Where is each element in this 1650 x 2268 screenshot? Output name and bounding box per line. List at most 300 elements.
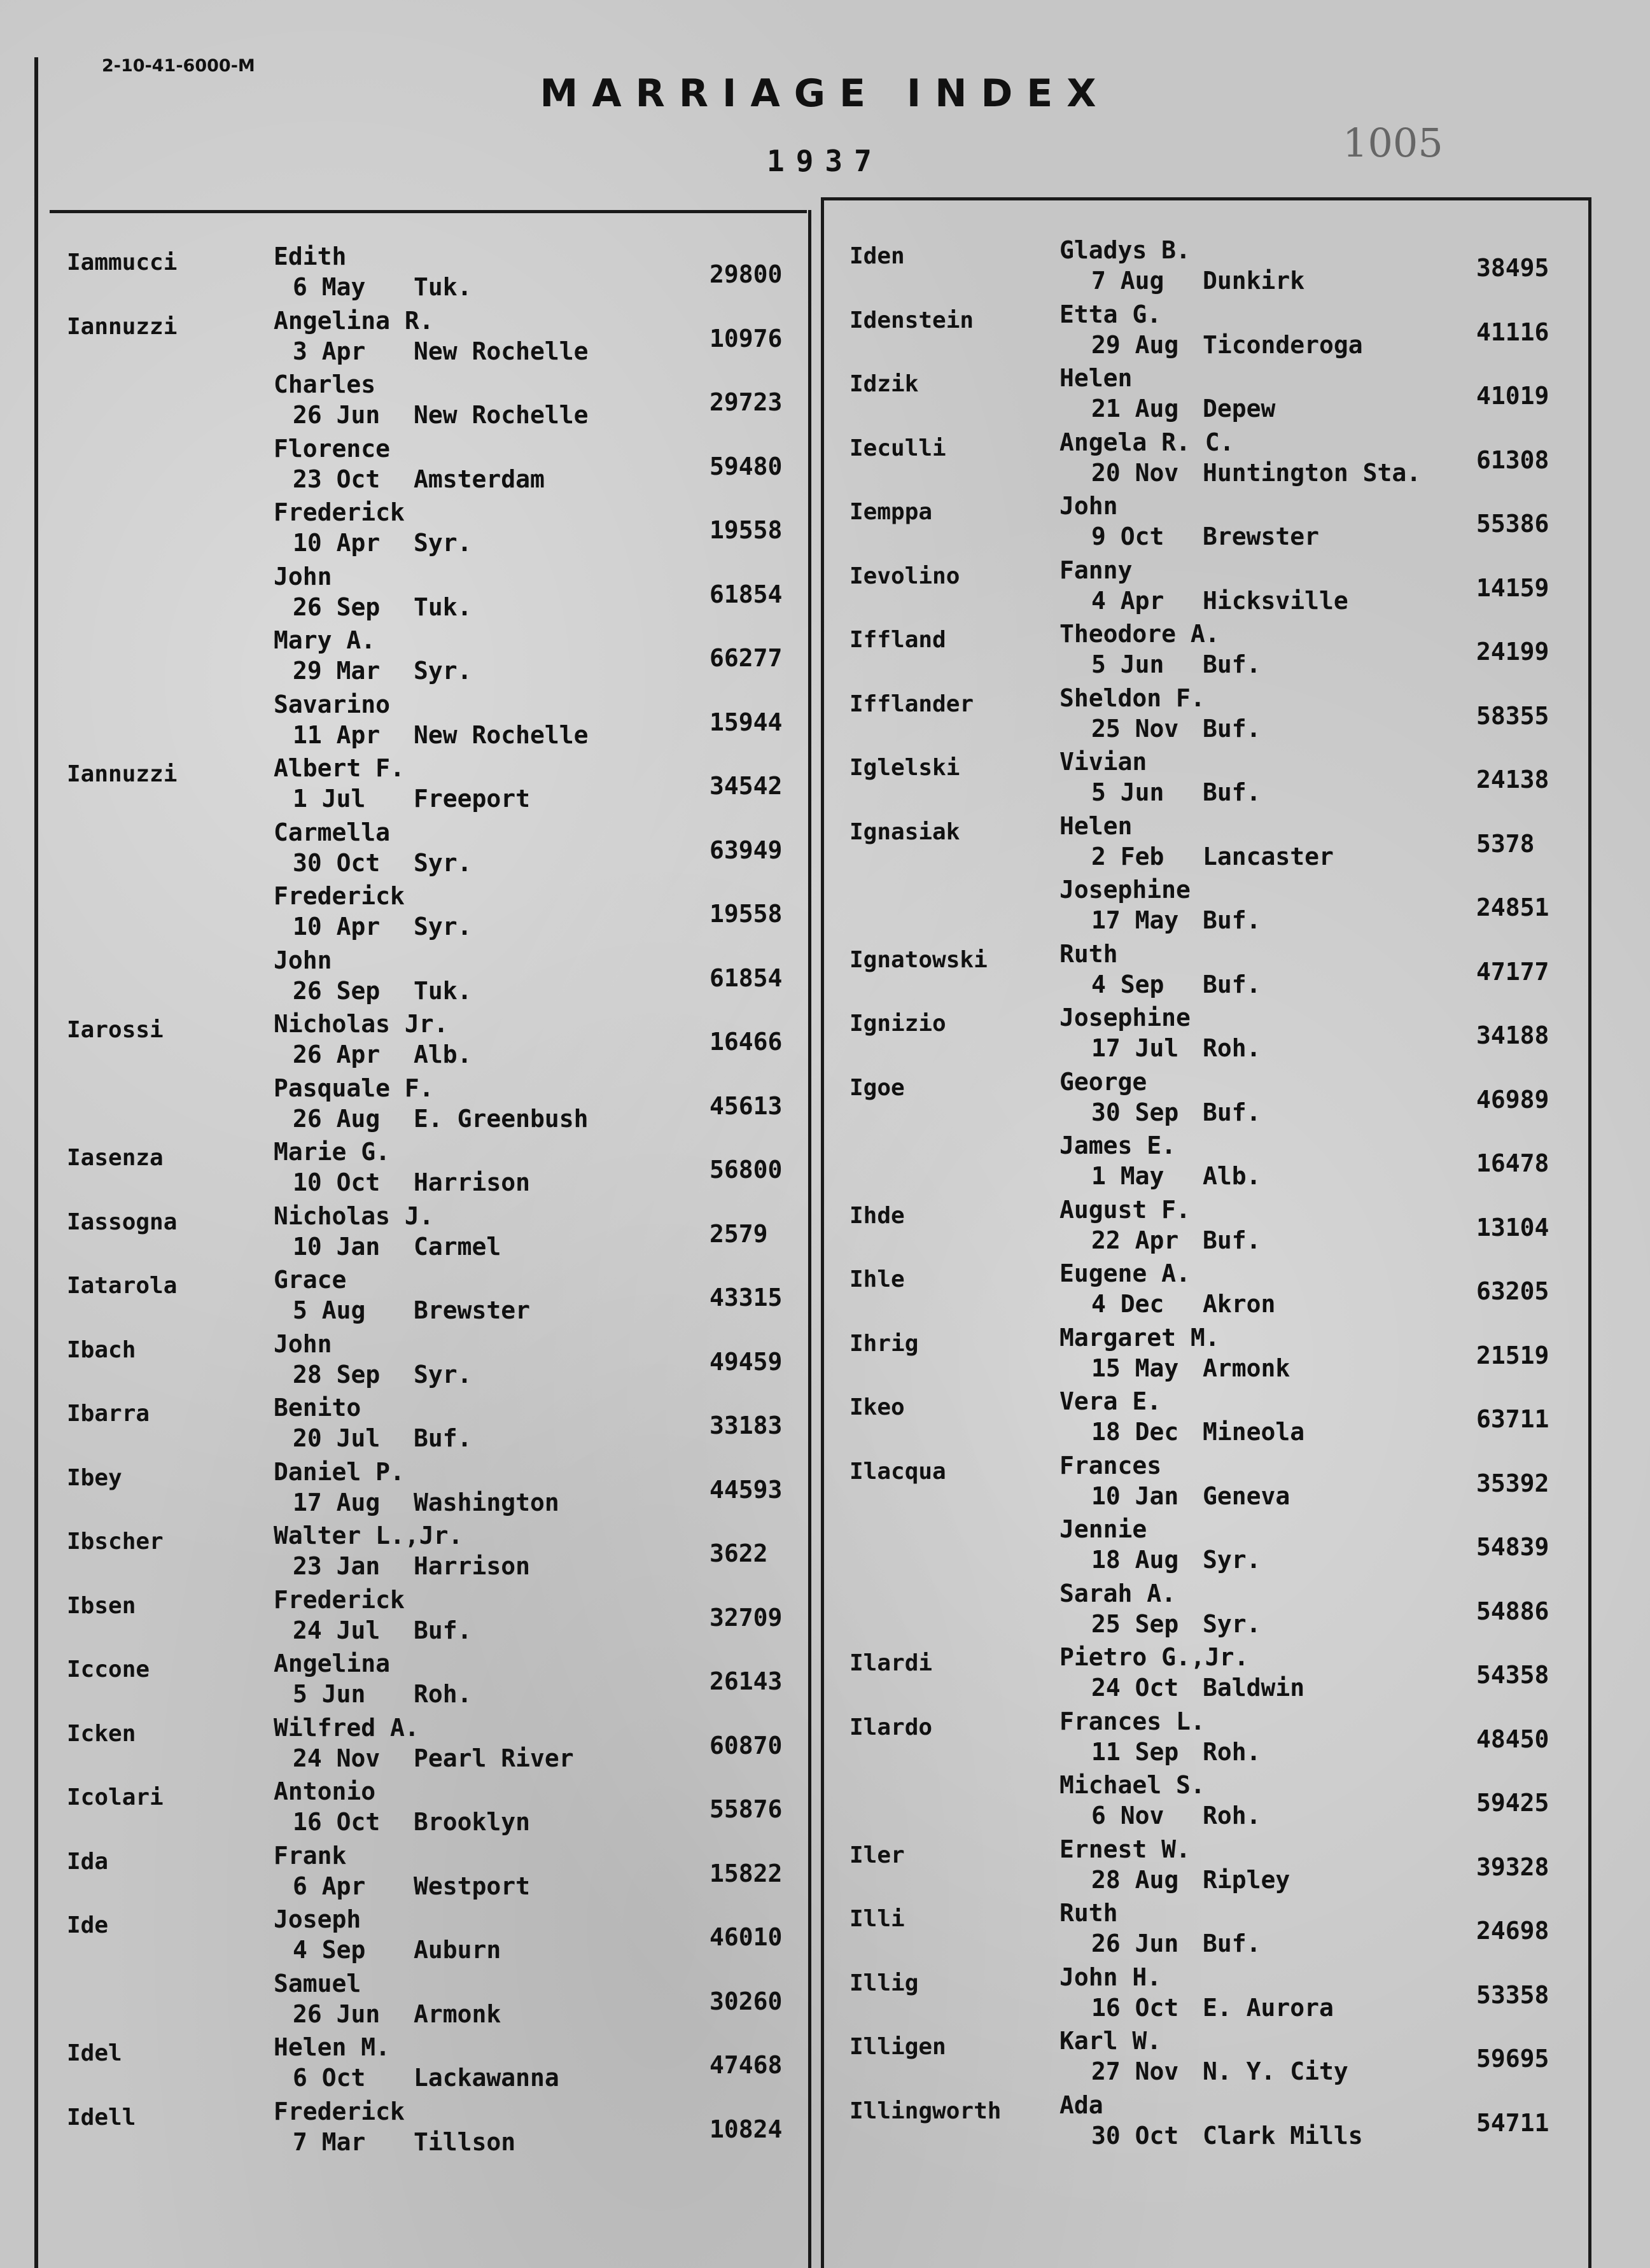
certificate-number: 24851 (1476, 893, 1549, 921)
marriage-date: 6 Oct (293, 2064, 366, 2092)
marriage-place: Syr. (1203, 1609, 1261, 1638)
surname: Iannuzzi (67, 761, 178, 787)
marriage-place: Brewster (1203, 522, 1320, 550)
marriage-date: 26 Apr (293, 1040, 381, 1068)
index-entry (67, 881, 799, 946)
certificate-number: 24698 (1476, 1917, 1549, 1945)
marriage-place: Washington (414, 1488, 559, 1516)
given-name: Fanny (1059, 556, 1133, 584)
surname: Ilardi (849, 1650, 933, 1676)
given-name: Frances (1059, 1451, 1162, 1480)
given-name: Pietro G.,Jr. (1059, 1643, 1249, 1671)
certificate-number: 34188 (1476, 1021, 1549, 1049)
marriage-date: 29 Mar (293, 657, 381, 685)
index-entry (849, 1131, 1569, 1195)
surname: Illig (849, 1970, 919, 1996)
marriage-date: 17 Aug (293, 1488, 381, 1516)
marriage-date: 7 Mar (293, 2127, 366, 2156)
given-name: Angelina (274, 1649, 391, 1677)
index-entry (67, 434, 799, 498)
surname: Ilacqua (849, 1458, 946, 1485)
surname: Idel (67, 2040, 122, 2066)
given-name: Helen (1059, 364, 1133, 392)
surname: Ihrig (849, 1330, 919, 1357)
marriage-date: 6 Nov (1091, 1802, 1164, 1830)
marriage-date: 3 Apr (293, 337, 366, 365)
index-entry (67, 690, 799, 754)
index-entry (849, 1642, 1569, 1707)
certificate-number: 24199 (1476, 638, 1549, 666)
marriage-date: 24 Nov (293, 1744, 381, 1772)
marriage-place: Buf. (1203, 1226, 1261, 1254)
certificate-number: 54358 (1476, 1661, 1549, 1689)
certificate-number: 39328 (1476, 1852, 1549, 1881)
index-entry (67, 1521, 799, 1585)
surname: Idzik (849, 371, 919, 397)
index-entry (67, 2033, 799, 2097)
index-entry (67, 626, 799, 690)
index-entry (849, 1003, 1569, 1067)
marriage-date: 30 Oct (1091, 2121, 1179, 2150)
surname: Iasenza (67, 1145, 164, 1171)
marriage-date: 4 Sep (293, 1936, 366, 1964)
marriage-date: 15 May (1091, 1354, 1179, 1382)
given-name: Mary A. (274, 626, 376, 654)
given-name: Ruth (1059, 1899, 1118, 1927)
marriage-place: Tuk. (414, 592, 472, 621)
certificate-number: 55386 (1476, 510, 1549, 538)
marriage-place: Buf. (1203, 906, 1261, 934)
surname: Ibarra (67, 1401, 150, 1427)
given-name: Eugene A. (1059, 1259, 1191, 1287)
given-name: Angelina R. (274, 306, 434, 335)
surname: Ieculli (849, 435, 946, 461)
marriage-date: 11 Sep (1091, 1737, 1179, 1766)
given-name: Karl W. (1059, 2027, 1162, 2055)
given-name: Savarino (274, 690, 391, 718)
marriage-place: Freeport (414, 785, 531, 813)
given-name: August F. (1059, 1195, 1191, 1224)
marriage-date: 27 Nov (1091, 2057, 1179, 2085)
marriage-date: 26 Sep (293, 592, 381, 621)
index-entry (849, 363, 1569, 428)
index-entry (67, 1137, 799, 1201)
marriage-date: 2 Feb (1091, 842, 1164, 871)
given-name: Pasquale F. (274, 1074, 434, 1102)
surname: Icken (67, 1720, 136, 1747)
index-entry (849, 1898, 1569, 1963)
given-name: Walter L.,Jr. (274, 1522, 463, 1550)
surname: Ignizio (849, 1011, 946, 1037)
surname: Ihde (849, 1202, 905, 1229)
marriage-date: 7 Aug (1091, 267, 1164, 295)
given-name: Frederick (274, 1585, 405, 1614)
given-name: Joseph (274, 1905, 361, 1933)
given-name: Jennie (1059, 1515, 1147, 1543)
given-name: Margaret M. (1059, 1323, 1220, 1352)
marriage-date: 5 Jun (293, 1680, 366, 1708)
given-name: Sheldon F. (1059, 683, 1205, 712)
given-name: Ada (1059, 2090, 1103, 2119)
index-entry (67, 1969, 799, 2033)
index-entry (849, 1707, 1569, 1771)
given-name: Samuel (274, 1969, 361, 1998)
index-entry (849, 747, 1569, 811)
index-entry (849, 683, 1569, 748)
surname: Illi (849, 1906, 905, 1932)
marriage-place: Westport (414, 1872, 531, 1900)
certificate-number: 2579 (710, 1219, 768, 1248)
index-entry (67, 1393, 799, 1457)
given-name: Ruth (1059, 939, 1118, 968)
given-name: Frances L. (1059, 1707, 1205, 1735)
certificate-number: 54711 (1476, 2108, 1549, 2137)
marriage-date: 10 Oct (293, 1168, 381, 1196)
index-entry (849, 1451, 1569, 1515)
certificate-number: 56800 (710, 1156, 783, 1184)
index-entry (849, 811, 1569, 876)
certificate-number: 16478 (1476, 1149, 1549, 1177)
given-name: Edith (274, 242, 347, 270)
certificate-number: 63949 (710, 836, 783, 864)
marriage-place: New Rochelle (414, 401, 589, 429)
marriage-date: 5 Jun (1091, 778, 1164, 806)
index-entry (67, 1074, 799, 1138)
marriage-date: 26 Jun (293, 1999, 381, 2028)
index-entry (67, 946, 799, 1010)
marriage-place: Dunkirk (1203, 267, 1305, 295)
surname: Iden (849, 243, 905, 269)
marriage-date: 9 Oct (1091, 522, 1164, 550)
marriage-date: 5 Aug (293, 1296, 366, 1324)
index-entry (849, 2090, 1569, 2155)
given-name: Sarah A. (1059, 1579, 1177, 1607)
index-entry (849, 556, 1569, 620)
page-title: MARRIAGE INDEX (540, 71, 1110, 116)
index-entry (849, 235, 1569, 300)
marriage-place: Lackawanna (414, 2064, 559, 2092)
surname: Ignasiak (849, 818, 960, 845)
given-name: Daniel P. (274, 1457, 405, 1486)
marriage-place: N. Y. City (1203, 2057, 1348, 2085)
certificate-number: 63205 (1476, 1277, 1549, 1305)
given-name: Frederick (274, 2097, 405, 2125)
surname: Ibsen (67, 1592, 136, 1619)
left-column-divider (808, 210, 811, 2268)
marriage-place: Ticonderoga (1203, 330, 1363, 359)
index-entry (67, 1841, 799, 1905)
marriage-place: Roh. (1203, 1034, 1261, 1062)
certificate-number: 3622 (710, 1539, 768, 1567)
marriage-date: 17 May (1091, 906, 1179, 934)
index-entry (849, 875, 1569, 939)
index-entry (67, 1585, 799, 1649)
surname: Iassogna (67, 1208, 178, 1235)
marriage-place: Buf. (414, 1616, 472, 1644)
marriage-place: Geneva (1203, 1481, 1290, 1510)
certificate-number: 29800 (710, 260, 783, 288)
marriage-date: 4 Apr (1091, 586, 1164, 615)
given-name: Vivian (1059, 748, 1147, 776)
marriage-place: Alb. (414, 1040, 472, 1068)
marriage-place: Buf. (1203, 970, 1261, 998)
given-name: Carmella (274, 818, 391, 846)
marriage-place: Buf. (1203, 1098, 1261, 1126)
certificate-number: 41019 (1476, 382, 1549, 410)
marriage-place: New Rochelle (414, 720, 589, 749)
marriage-place: Armonk (1203, 1354, 1290, 1382)
given-name: John H. (1059, 1963, 1162, 1991)
marriage-place: Syr. (1203, 1546, 1261, 1574)
marriage-place: Tuk. (414, 273, 472, 301)
index-entry (67, 1777, 799, 1841)
surname: Ibey (67, 1464, 122, 1491)
given-name: George (1059, 1067, 1147, 1096)
marriage-place: Brooklyn (414, 1808, 531, 1836)
given-name: Frank (274, 1841, 347, 1870)
surname: Ibscher (67, 1529, 164, 1555)
given-name: Marie G. (274, 1138, 391, 1166)
marriage-date: 30 Sep (1091, 1098, 1179, 1126)
marriage-date: 1 Jul (293, 785, 366, 813)
certificate-number: 13104 (1476, 1213, 1549, 1242)
certificate-number: 34542 (710, 772, 783, 800)
certificate-number: 14159 (1476, 573, 1549, 602)
right-column-divider (821, 197, 824, 2268)
given-name: Theodore A. (1059, 620, 1220, 648)
index-entry (67, 753, 799, 818)
certificate-number: 21519 (1476, 1341, 1549, 1369)
index-entry (849, 619, 1569, 683)
surname: Iccone (67, 1656, 150, 1683)
marriage-place: Huntington Sta. (1203, 458, 1422, 487)
certificate-number: 41116 (1476, 318, 1549, 346)
given-name: Frederick (274, 498, 405, 526)
certificate-number: 44593 (710, 1475, 783, 1504)
given-name: Wilfred A. (274, 1713, 419, 1742)
index-year: 1937 (767, 144, 883, 178)
surname: Ihle (849, 1266, 905, 1292)
surname: Ide (67, 1912, 109, 1938)
given-name: Nicholas J. (274, 1201, 434, 1230)
certificate-number: 66277 (710, 644, 783, 672)
index-entry (849, 1579, 1569, 1643)
marriage-place: Buf. (1203, 1929, 1261, 1957)
surname: Ifflander (849, 690, 974, 717)
certificate-number: 54839 (1476, 1533, 1549, 1561)
certificate-number: 35392 (1476, 1469, 1549, 1497)
certificate-number: 29723 (710, 388, 783, 416)
given-name: Benito (274, 1394, 361, 1422)
marriage-date: 28 Sep (293, 1360, 381, 1389)
index-entry (67, 562, 799, 626)
given-name: Gladys B. (1059, 236, 1191, 264)
certificate-number: 49459 (710, 1347, 783, 1376)
certificate-number: 59425 (1476, 1789, 1549, 1817)
right-column-outer-rule (1588, 197, 1591, 2268)
index-entry (849, 939, 1569, 1004)
index-entry (849, 1963, 1569, 2027)
index-entry (67, 1905, 799, 1969)
marriage-date: 28 Aug (1091, 1865, 1179, 1894)
certificate-number: 26143 (710, 1667, 783, 1695)
marriage-date: 24 Jul (293, 1616, 381, 1644)
marriage-date: 5 Jun (1091, 650, 1164, 678)
marriage-date: 10 Jan (293, 1232, 381, 1261)
given-name: Etta G. (1059, 300, 1162, 328)
surname: Ibach (67, 1336, 136, 1363)
certificate-number: 16466 (710, 1028, 783, 1056)
marriage-place: Armonk (414, 1999, 501, 2028)
given-name: Josephine (1059, 1004, 1191, 1032)
index-entry (849, 2026, 1569, 2090)
certificate-number: 59480 (710, 452, 783, 480)
certificate-number: 46989 (1476, 1085, 1549, 1114)
marriage-date: 1 May (1091, 1162, 1164, 1190)
marriage-date: 11 Apr (293, 720, 381, 749)
given-name: Charles (274, 370, 376, 398)
given-name: Michael S. (1059, 1771, 1205, 1799)
index-entry (67, 1457, 799, 1522)
marriage-place: Depew (1203, 395, 1276, 423)
certificate-number: 33183 (710, 1411, 783, 1439)
index-entry (849, 1515, 1569, 1579)
certificate-number: 24138 (1476, 766, 1549, 794)
index-entry (67, 818, 799, 882)
right-column-top-rule (821, 197, 1591, 200)
marriage-date: 25 Sep (1091, 1609, 1179, 1638)
marriage-date: 6 May (293, 273, 366, 301)
marriage-place: Syr. (414, 1360, 472, 1389)
left-margin-rule (34, 57, 38, 2268)
certificate-number: 45613 (710, 1091, 783, 1120)
marriage-date: 20 Nov (1091, 458, 1179, 487)
certificate-number: 55876 (710, 1795, 783, 1823)
surname: Illingworth (849, 2097, 1002, 2124)
certificate-number: 58355 (1476, 701, 1549, 730)
certificate-number: 5378 (1476, 829, 1535, 858)
marriage-date: 25 Nov (1091, 714, 1179, 743)
marriage-place: Pearl River (414, 1744, 574, 1772)
given-name: Frederick (274, 882, 405, 910)
marriage-place: Auburn (414, 1936, 501, 1964)
index-entry (67, 1713, 799, 1777)
marriage-place: Alb. (1203, 1162, 1261, 1190)
marriage-place: Ripley (1203, 1865, 1290, 1894)
marriage-place: Syr. (414, 529, 472, 557)
marriage-place: Syr. (414, 848, 472, 877)
surname: Iffland (849, 627, 946, 653)
given-name: Nicholas Jr. (274, 1010, 449, 1038)
index-entry (849, 1259, 1569, 1323)
given-name: Albert F. (274, 754, 405, 782)
index-entry (849, 1835, 1569, 1899)
marriage-place: Buf. (1203, 650, 1261, 678)
marriage-place: Buf. (1203, 714, 1261, 743)
marriage-date: 20 Jul (293, 1424, 381, 1452)
marriage-place: Carmel (414, 1232, 501, 1261)
index-entry (67, 306, 799, 370)
marriage-date: 4 Dec (1091, 1290, 1164, 1318)
marriage-date: 10 Jan (1091, 1481, 1179, 1510)
marriage-place: Clark Mills (1203, 2121, 1363, 2150)
given-name: Grace (274, 1266, 347, 1294)
index-entry (849, 491, 1569, 556)
certificate-number: 10824 (710, 2115, 783, 2143)
index-entry (67, 1009, 799, 1074)
surname: Iler (849, 1842, 905, 1868)
marriage-place: Brewster (414, 1296, 531, 1324)
given-name: Antonio (274, 1777, 376, 1805)
marriage-place: E. Aurora (1203, 1993, 1334, 2022)
marriage-place: New Rochelle (414, 337, 589, 365)
surname: Iammucci (67, 249, 178, 276)
marriage-date: 23 Oct (293, 465, 381, 493)
marriage-date: 18 Aug (1091, 1546, 1179, 1574)
marriage-date: 6 Apr (293, 1872, 366, 1900)
index-entry (849, 1387, 1569, 1451)
index-entry (849, 1770, 1569, 1835)
certificate-number: 61854 (710, 963, 783, 992)
certificate-number: 60870 (710, 1731, 783, 1760)
given-name: Angela R. C. (1059, 428, 1234, 456)
given-name: John (274, 1329, 332, 1358)
certificate-number: 54886 (1476, 1597, 1549, 1625)
certificate-number: 19558 (710, 516, 783, 544)
surname: Iemppa (849, 499, 933, 525)
given-name: Ernest W. (1059, 1835, 1191, 1863)
given-name: Helen M. (274, 2033, 391, 2061)
marriage-date: 16 Oct (1091, 1993, 1179, 2022)
surname: Iannuzzi (67, 313, 178, 340)
surname: Ikeo (849, 1394, 905, 1420)
left-column-top-rule (50, 210, 807, 213)
marriage-place: Lancaster (1203, 842, 1334, 871)
certificate-number: 47468 (710, 2051, 783, 2079)
marriage-place: Mineola (1203, 1418, 1305, 1446)
index-entry (849, 300, 1569, 364)
certificate-number: 61308 (1476, 445, 1549, 474)
surname: Igoe (849, 1074, 905, 1101)
page-number: 1005 (1343, 120, 1443, 166)
index-entry (67, 1649, 799, 1713)
marriage-place: Roh. (1203, 1802, 1261, 1830)
marriage-date: 4 Sep (1091, 970, 1164, 998)
marriage-place: Roh. (414, 1680, 472, 1708)
marriage-place: E. Greenbush (414, 1104, 589, 1133)
marriage-place: Tillson (414, 2127, 516, 2156)
surname: Ignatowski (849, 946, 988, 973)
certificate-number: 10976 (710, 324, 783, 353)
marriage-date: 26 Aug (293, 1104, 381, 1133)
given-name: Vera E. (1059, 1387, 1162, 1415)
surname: Illigen (849, 2034, 946, 2060)
certificate-number: 48450 (1476, 1725, 1549, 1753)
given-name: James E. (1059, 1131, 1177, 1159)
certificate-number: 32709 (710, 1603, 783, 1632)
surname: Iatarola (67, 1273, 178, 1299)
certificate-number: 61854 (710, 580, 783, 608)
marriage-place: Syr. (414, 657, 472, 685)
index-entry (67, 1265, 799, 1329)
index-entry (849, 1323, 1569, 1387)
marriage-date: 29 Aug (1091, 330, 1179, 359)
marriage-date: 24 Oct (1091, 1674, 1179, 1702)
index-entry (67, 370, 799, 434)
given-name: John (274, 946, 332, 974)
marriage-place: Syr. (414, 913, 472, 941)
given-name: John (1059, 492, 1118, 520)
